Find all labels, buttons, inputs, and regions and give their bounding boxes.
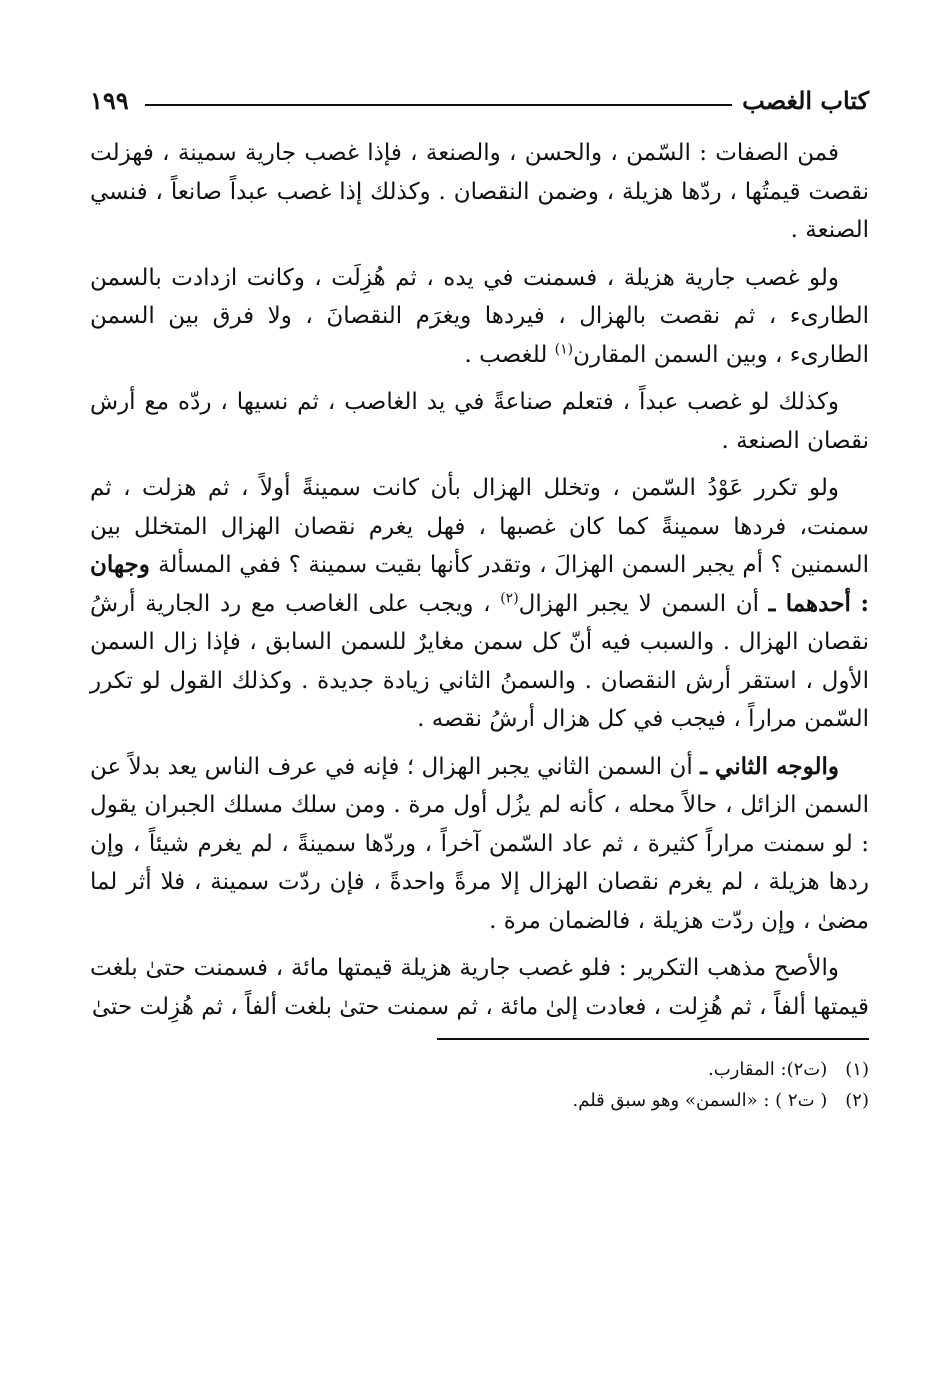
footnotes — [90, 1054, 869, 1116]
footnote-marker: (٢) — [500, 589, 519, 606]
paragraph — [90, 259, 869, 375]
bold-heading: أحدهما ـ — [768, 589, 851, 617]
header-rule — [145, 104, 732, 106]
paragraph — [90, 949, 869, 1026]
paragraph-text: فمن الصفات : السّمن ، والحسن ، والصنعة ، فإذا غصب جارية سمينة ، فهزلت نقصت قيمتُها ، ردّها هزيلة ، وضمن النقصان . وكذلك إذا غصب عبداً صانعاً ، فنسي الصنعة . — [90, 140, 869, 243]
paragraph-text: ولو تكرر عَوْدُ السّمن ، وتخلل الهزال بأن كانت سمينةً أولاً ، ثم هزلت ، ثم سمنت، فردها سمينةً كما كان غصبها ، فهل يغرم نقصان الهزال المتخلل بين السمنين ؟ أم يجبر السمن الهزالَ ، وتقدر كأنها بقيت سمينة ؟ ففي المسألة — [90, 475, 869, 578]
footnote-number: (٢) — [845, 1090, 869, 1111]
bold-heading: والوجه الثاني ـ — [700, 752, 840, 780]
bold-heading: وجهان : — [90, 551, 869, 617]
paragraph-text: أن السمن لا يجبر الهزال — [518, 590, 769, 617]
footnote-text: (ت٢): المقارب. — [707, 1059, 828, 1080]
running-header — [90, 78, 869, 122]
paragraph — [90, 134, 869, 250]
paragraph-text: وكذلك لو غصب عبداً ، فتعلم صناعةً في يد الغاصب ، ثم نسيها ، ردّه مع أرش نقصان الصنعة . — [90, 389, 869, 454]
paragraph-text: للغصب . — [464, 341, 555, 368]
paragraph — [90, 469, 869, 739]
footnote-number: (١) — [845, 1059, 869, 1080]
footnote — [90, 1054, 869, 1085]
footnote-marker: (١) — [554, 340, 574, 357]
paragraph — [90, 748, 869, 941]
paragraph-text: ، ويجب على الغاصب مع رد الجارية أرشُ نقصان الهزال . والسبب فيه أنّ كل سمن مغايرٌ للسمن السابق ، فإذا زال السمن الأول ، استقر أرش النقصان . والسمنُ الثاني زيادة جديدة . وكذلك القول لو تكرر السّمن مراراً ، فيجب في كل هزال أرشُ نقصه . — [90, 590, 869, 732]
paragraph — [90, 383, 869, 460]
paragraph-text: والأصح مذهب التكرير : فلو غصب جارية هزيلة قيمتها مائة ، فسمنت حتىٰ بلغت قيمتها ألفاً ، ثم هُزِلت ، فعادت إلىٰ مائة ، ثم سمنت حتىٰ بلغت ألفاً ، ثم هُزِلت حتىٰ — [90, 955, 869, 1020]
paragraph-text: ولو غصب جارية هزيلة ، فسمنت في يده ، ثم هُزِلَت ، وكانت ازدادت بالسمن الطارىء ، ثم نقصت بالهزال ، فيردها ويغرَم النقصانَ ، ولا فرق بين السمن الطارىء ، وبين السمن المقارن — [90, 264, 869, 368]
paragraph-text: أن السمن الثاني يجبر الهزال ؛ فإنه في عرف الناس يعد بدلاً عن السمن الزائل ، حالاً محله ، كأنه لم يزُل أول مرة . ومن سلك مسلك الجبران يقول : لو سمنت مراراً كثيرة ، ثم عاد السّمن آخراً ، وردّها سمينةً ، لم يغرم شيئاً ، وإن ردها هزيلة ، لم يغرم نقصان الهزال إلا مرةً واحدةً ، فإن ردّت سمينة ، فلا أثر لما مضىٰ ، وإن ردّت هزيلة ، فالضمان مرة . — [90, 753, 869, 934]
footnote-text: ( ت٢ ) : «السمن» وهو سبق قلم. — [572, 1090, 828, 1111]
book-title: كتاب الغصب — [742, 85, 869, 115]
page-number: ١٩٩ — [90, 85, 129, 115]
footnote — [90, 1085, 869, 1116]
footnote-rule — [437, 1038, 869, 1040]
page-body — [90, 134, 869, 1026]
